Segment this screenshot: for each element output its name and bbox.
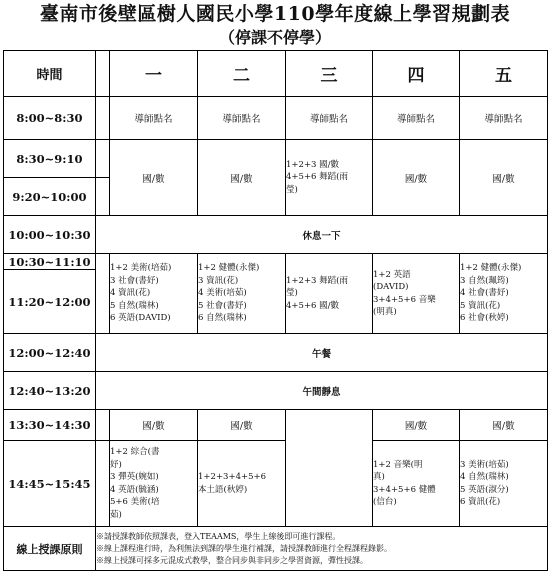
row-1330 <box>4 410 548 441</box>
row-0830 <box>4 140 548 178</box>
header-day-5: 五 <box>460 51 548 97</box>
time-1240: 12:40~13:20 <box>4 372 96 410</box>
roll-call-wed: 導師點名 <box>286 97 373 140</box>
break-label: 休息一下 <box>96 216 548 254</box>
afternoon1-mon: 國/數 <box>110 410 198 441</box>
row-1240 <box>4 372 548 410</box>
roll-call-thu: 導師點名 <box>373 97 460 140</box>
principles-list <box>96 527 548 571</box>
row-1200 <box>4 334 548 372</box>
time-0830: 8:30~9:10 <box>4 140 96 178</box>
afternoon1-thu: 國/數 <box>373 410 460 441</box>
spacer-cell <box>96 97 110 140</box>
time-1030: 10:30~11:10 <box>4 254 96 270</box>
afternoon-wed-empty <box>286 410 373 527</box>
roll-call-mon: 導師點名 <box>110 97 198 140</box>
principle-item: ※請授課教師依照課表，登入TEAAMS，學生上線後即可進行課程。 <box>96 531 341 541</box>
morning-thu: 國/數 <box>373 140 460 216</box>
header-day-4: 四 <box>373 51 460 97</box>
time-1330: 13:30~14:30 <box>4 410 96 441</box>
principle-item: ※線上授課可採多元混成式教學，整合同步與非同步之學習資源，彈性授課。 <box>96 555 368 565</box>
principles-row <box>4 527 548 571</box>
row-1445 <box>4 441 548 527</box>
row-1030 <box>4 254 548 270</box>
time-1445: 14:45~15:45 <box>4 441 96 527</box>
header-day-3: 三 <box>286 51 373 97</box>
morning-tue: 國/數 <box>198 140 286 216</box>
afternoon2-tue: 1+2+3+4+5+6 本土語(秋婷) <box>198 441 286 527</box>
afternoon2-mon: 1+2 綜合(書 妤) 3 彈英(婉如) 4 英語(毓涵) 5+6 美術(培 茹) <box>110 441 198 527</box>
time-1200: 12:00~12:40 <box>4 334 96 372</box>
morning-fri: 國/數 <box>460 140 548 216</box>
morning-mon: 國/數 <box>110 140 198 216</box>
morning-wed: 1+2+3 國/數 4+5+6 舞蹈(雨 瑩) <box>286 140 373 216</box>
afternoon2-thu: 1+2 音樂(明 真) 3+4+5+6 健體 (信台) <box>373 441 460 527</box>
time-1120: 11:20~12:00 <box>4 270 96 334</box>
late-morning-thu: 1+2 英語 (DAVID) 3+4+5+6 音樂 (明真) <box>373 254 460 334</box>
time-1000: 10:00~10:30 <box>4 216 96 254</box>
nap-label: 午間靜息 <box>96 372 548 410</box>
spacer-cell <box>96 140 110 178</box>
principles-label: 線上授課原則 <box>4 527 96 571</box>
page-subtitle: （停課不停學） <box>218 28 331 47</box>
schedule-table <box>3 50 548 571</box>
spacer-cell <box>96 410 110 441</box>
spacer-cell <box>96 254 110 334</box>
principle-item: ※線上課程進行時，為利無法到課的學生進行補課，請授課教師進行全程課程錄影。 <box>96 543 392 553</box>
late-morning-wed: 1+2+3 舞蹈(雨 瑩) 4+5+6 國/數 <box>286 254 373 334</box>
row-1000 <box>4 216 548 254</box>
afternoon2-fri: 3 美術(培茹) 4 自然(瑞林) 5 英語(淑分) 6 資訊(花) <box>460 441 548 527</box>
header-row <box>4 51 548 97</box>
time-0800: 8:00~8:30 <box>4 97 96 140</box>
spacer-cell <box>96 51 110 97</box>
spacer-cell <box>96 178 110 216</box>
spacer-cell <box>96 441 110 527</box>
time-0920: 9:20~10:00 <box>4 178 96 216</box>
roll-call-tue: 導師點名 <box>198 97 286 140</box>
row-0800 <box>4 97 548 140</box>
lunch-label: 午餐 <box>96 334 548 372</box>
header-day-1: 一 <box>110 51 198 97</box>
afternoon1-tue: 國/數 <box>198 410 286 441</box>
late-morning-tue: 1+2 健體(永傑) 3 資訊(花) 4 美術(培茹) 5 社會(書妤) 6 自然(瑞林) <box>198 254 286 334</box>
header-day-2: 二 <box>198 51 286 97</box>
roll-call-fri: 導師點名 <box>460 97 548 140</box>
late-morning-mon: 1+2 美術(培茹) 3 社會(書妤) 4 資訊(花) 5 自然(瑞林) 6 英語(DAVID) <box>110 254 198 334</box>
afternoon1-fri: 國/數 <box>460 410 548 441</box>
page-title: 臺南市後壁區樹人國民小學110學年度線上學習規劃表 <box>39 3 511 25</box>
header-time-label: 時間 <box>4 51 96 97</box>
late-morning-fri: 1+2 健體(永傑) 3 自然(珮筠) 4 社會(書妤) 5 資訊(花) 6 社會(秋婷) <box>460 254 548 334</box>
